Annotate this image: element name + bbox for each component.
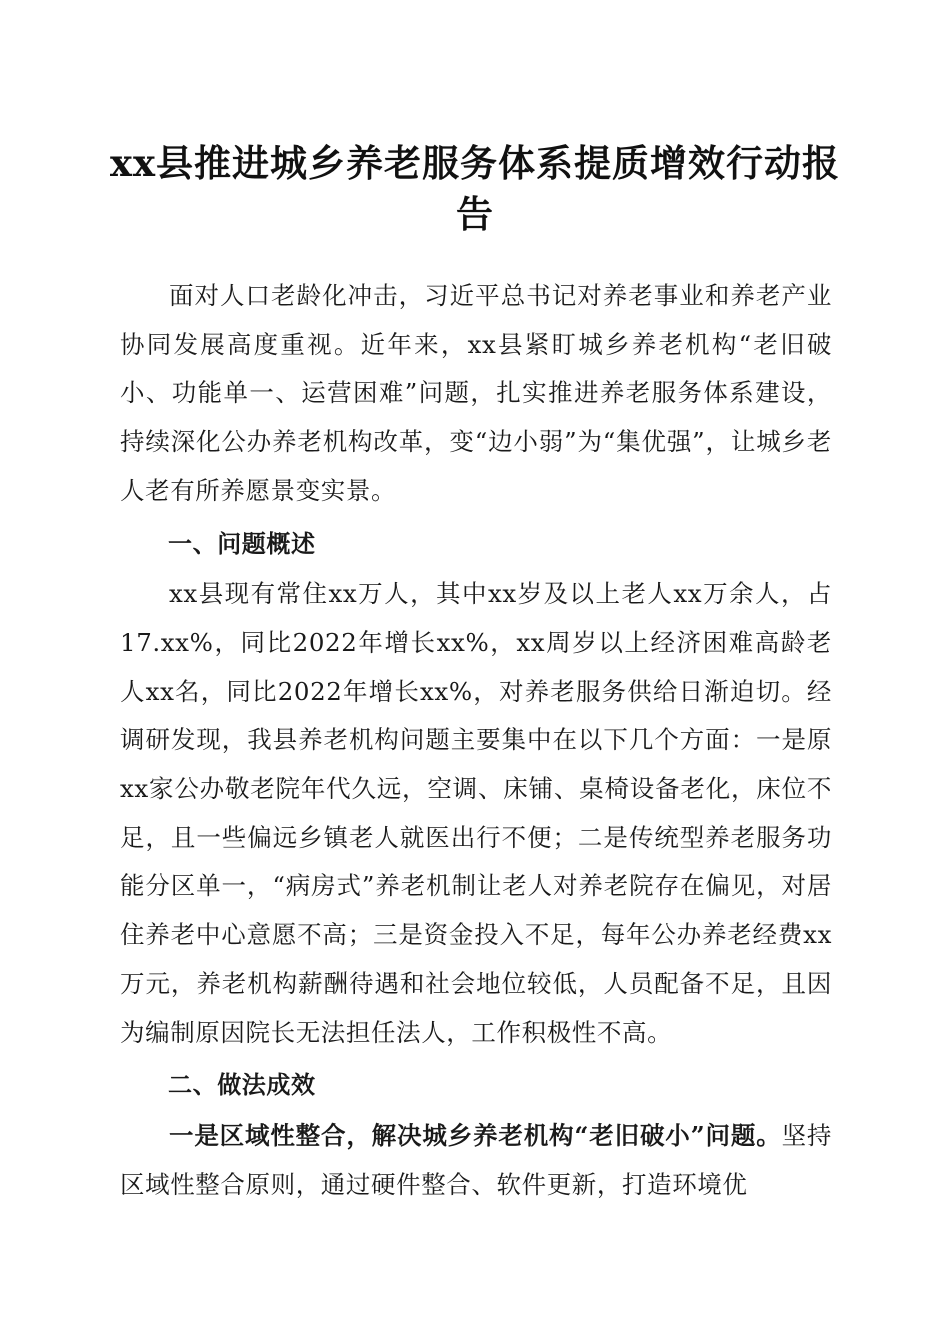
section-heading-measures: 二、做法成效 bbox=[168, 1071, 316, 1100]
intro-paragraph: 面对人口老龄化冲击，习近平总书记对养老事业和养老产业协同发展高度重视。近年来，xx县紧盯城乡养老机构“老旧破小、功能单一、运营困难”问题，扎实推进养老服务体系建设，持续深化公办养老机构改革，变“边小弱”为“集优强”，让城乡老人老有所养愿景变实景。 bbox=[120, 281, 832, 505]
problems-paragraph: xx县现有常住xx万人，其中xx岁及以上老人xx万余人，占17.xx%，同比2022年增长xx%，xx周岁以上经济困难高龄老人xx名，同比2022年增长xx%，对养老服务供给日渐迫切。经调研发现，我县养老机构问题主要集中在以下几个方面：一是原xx家公办敬老院年代久远，空调、床铺、桌椅设备老化，床位不足，且一些偏远乡镇老人就医出行不便；二是传统型养老服务功能分区单一，“病房式”养老机制让老人对养老院存在偏见，对居住养老中心意愿不高；三是资金投入不足，每年公办养老经费xx万元，养老机构薪酬待遇和社会地位较低，人员配备不足，且因为编制原因院长无法担任法人，工作积极性不高。 bbox=[120, 579, 832, 1047]
measure-paragraph-1 bbox=[120, 1112, 832, 1209]
document-body bbox=[120, 272, 832, 1209]
document-title: xx县推进城乡养老服务体系提质增效行动报告 bbox=[109, 141, 841, 236]
measure-1-text: 坚持区域性整合原则，通过硬件整合、软件更新，打造环境优 bbox=[120, 1120, 832, 1199]
section-heading-problems: 一、问题概述 bbox=[168, 529, 316, 558]
measure-1-lead: 一是区域性整合，解决城乡养老机构“老旧破小”问题。 bbox=[169, 1120, 782, 1150]
